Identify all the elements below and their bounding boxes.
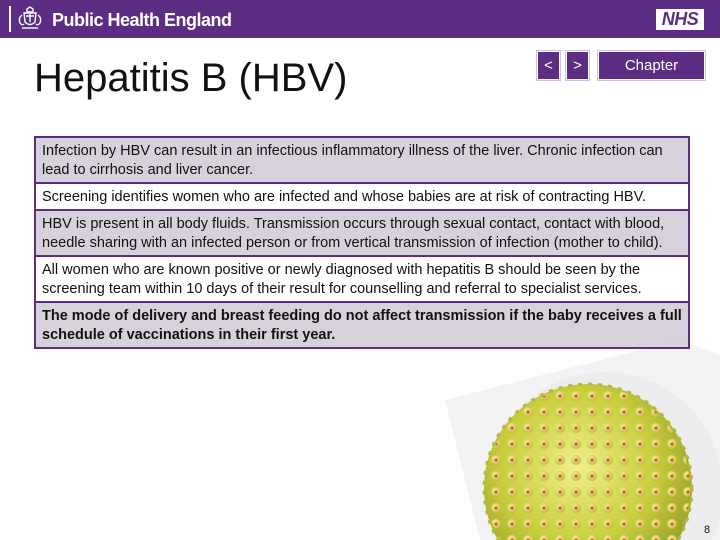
logo-divider — [9, 6, 11, 32]
paragraph-screening: Screening identifies women who are infected and whose babies are at risk of contracting HBV. — [36, 182, 688, 209]
paragraph-transmission: HBV is present in all body fluids. Transmission occurs through sexual contact, contact with blood, needle sharing with an infected person or from vertical transmission of infection (mother to child). — [36, 209, 688, 255]
virus-illustration — [440, 340, 720, 540]
header-bar — [0, 0, 720, 38]
page-number: 8 — [704, 524, 711, 536]
content-box — [34, 136, 690, 349]
virus-image — [440, 340, 720, 540]
royal-crest-icon — [16, 6, 44, 32]
paragraph-vaccination: The mode of delivery and breast feeding do not affect transmission if the baby receives a full schedule of vaccinations in their first year. — [36, 301, 688, 347]
paragraph-infection: Infection by HBV can result in an infectious inflammatory illness of the liver. Chronic infection can lead to cirrhosis and liver cancer. — [36, 138, 688, 182]
chapter-button[interactable]: Chapter — [598, 51, 705, 80]
previous-button[interactable]: < — [537, 51, 560, 80]
nhs-logo: NHS — [656, 9, 704, 30]
organisation-name: Public Health England — [52, 10, 232, 30]
paragraph-referral: All women who are known positive or newly diagnosed with hepatitis B should be seen by the screening team within 10 days of their result for counselling and referral to specialist services. — [36, 255, 688, 301]
next-button[interactable]: > — [566, 51, 589, 80]
page-title: Hepatitis B (HBV) — [34, 56, 348, 100]
